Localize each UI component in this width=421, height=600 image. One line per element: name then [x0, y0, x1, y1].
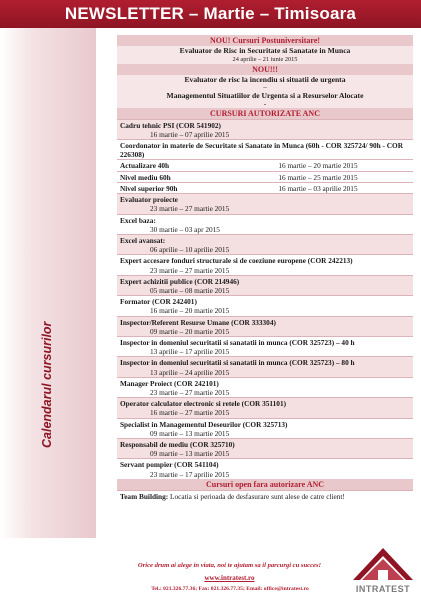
- course-item: [117, 214, 413, 234]
- level-label: Actualizare 40h: [120, 161, 170, 171]
- page-title: NEWSLETTER – Martie – Timisoara: [64, 4, 357, 23]
- course-level-row: [117, 182, 413, 193]
- course-date: 09 martie – 13 martie 2015: [150, 449, 230, 459]
- logo-text: INTRATEST: [355, 584, 411, 594]
- course-title: Responsabil de mediu (COR 325710): [120, 440, 235, 450]
- course-date: 13 aprilie – 24 aprilie 2015: [150, 367, 230, 377]
- anc-title: CURSURI AUTORIZATE ANC: [117, 108, 413, 119]
- level-label: Nivel mediu 60h: [120, 172, 171, 182]
- course-item: [117, 295, 413, 315]
- course-item: [117, 356, 413, 376]
- course-item: [117, 438, 413, 458]
- course-title: Excel avansat:: [120, 236, 166, 246]
- course-title: Manager Proiect (COR 242101): [120, 378, 219, 388]
- team-label: Team Building:: [120, 491, 169, 501]
- course-item: [117, 254, 413, 274]
- course-item: [117, 336, 413, 356]
- intratest-logo: [348, 540, 418, 598]
- contact-info: Tel.: 021.326.77.36; Fax: 021.326.77.35; Email: office@intratest.ro: [151, 586, 309, 592]
- course-item: [117, 275, 413, 295]
- level-date: 16 martie – 25 martie 2015: [278, 172, 358, 182]
- roof-icon: [348, 540, 418, 584]
- course-date: 05 martie – 08 martie 2015: [150, 286, 230, 296]
- side-band: [0, 28, 96, 538]
- course-item: [117, 458, 413, 478]
- nou-separator: -: [117, 101, 413, 108]
- course-item: [117, 397, 413, 417]
- course-item: [117, 418, 413, 438]
- team-text: Locatia si perioada de desfasurare sunt alese de catre client!: [170, 491, 345, 501]
- course-level-row: [117, 159, 413, 170]
- course-date: 09 martie – 20 martie 2015: [150, 326, 230, 336]
- team-building-row: [117, 490, 413, 502]
- course-date: 09 martie – 13 martie 2015: [150, 428, 230, 438]
- postuniv-dates: 24 aprilie – 21 iunie 2015: [117, 56, 413, 64]
- footer-motto: Orice drum ai alege in viata, noi te ajutam sa il parcurgi cu succes!: [137, 562, 322, 569]
- course-title: Cadru tehnic PSI (COR 541902): [120, 120, 221, 130]
- course-title: Inspector in domeniul securitatii si sanatatii in munca (COR 325723) – 80 h: [120, 358, 355, 368]
- course-item: [117, 316, 413, 336]
- course-date: 13 aprilie – 17 aprilie 2015: [150, 347, 230, 357]
- level-date: 16 martie – 03 aprilie 2015: [278, 183, 358, 193]
- postuniv-course: Evaluator de Risc in Securitate si Sanatate in Munca: [117, 46, 413, 56]
- course-item: [117, 139, 413, 159]
- course-date: 06 aprilie – 10 aprilie 2015: [150, 245, 230, 255]
- postuniv-title: NOU! Cursuri Postuniversitare!: [117, 35, 413, 46]
- course-title: Specialist in Managementul Deseurilor (COR 325713): [120, 419, 288, 429]
- course-title: Servant pompier (COR 541104): [120, 460, 219, 470]
- nou-line1: Evaluator de risc la incendiu si situatii de urgenta: [117, 75, 413, 85]
- nou-separator: –: [117, 84, 413, 91]
- course-level-row: [117, 171, 413, 182]
- course-date: 16 martie – 27 martie 2015: [150, 408, 230, 418]
- course-item: [117, 234, 413, 254]
- course-title: Operator calculator electronic si retele (COR 351101): [120, 399, 287, 409]
- course-title: Formator (COR 242401): [120, 297, 197, 307]
- website-link[interactable]: www.intratest.ro: [204, 574, 255, 582]
- course-title: Evaluator proiecte: [120, 195, 178, 205]
- course-title: Expert accesare fonduri structurale si de coeziune europene (COR 242213): [120, 256, 353, 266]
- course-item: [117, 377, 413, 397]
- course-date: 23 martie – 27 martie 2015: [150, 204, 230, 214]
- course-title: Inspector in domeniul securitatii si sanatatii in munca (COR 325723) – 40 h: [120, 338, 355, 348]
- course-date: 16 martie – 07 aprilie 2015: [150, 129, 230, 139]
- course-title: Inspector/Referent Resurse Umane (COR 333304): [120, 317, 276, 327]
- course-item: [117, 119, 413, 139]
- course-date: 23 martie – 27 martie 2015: [150, 265, 230, 275]
- level-label: Nivel superior 90h: [120, 183, 178, 193]
- open-title: Cursuri open fara autorizare ANC: [117, 479, 413, 490]
- nou-line2: Managementul Situatiilor de Urgenta si a Resurselor Alocate: [117, 91, 413, 101]
- nou-title: NOU!!!: [117, 64, 413, 75]
- course-calendar: [117, 35, 413, 502]
- course-date: 23 martie – 17 aprilie 2015: [150, 469, 230, 479]
- course-date: 16 martie – 20 martie 2015: [150, 306, 230, 316]
- level-date: 16 martie – 20 martie 2015: [278, 161, 358, 171]
- header-banner: [0, 0, 421, 28]
- course-title: Coordonator in materie de Securitate si Sanatate in Munca (60h - COR 325724/ 90h - COR 226308): [120, 140, 404, 160]
- course-title: Excel baza:: [120, 215, 156, 225]
- course-date: 30 martie – 03 apr 2015: [150, 224, 220, 234]
- side-label: Calendarul cursurilor: [40, 321, 54, 448]
- course-date: 23 martie – 27 martie 2015: [150, 388, 230, 398]
- course-item: [117, 193, 413, 213]
- course-title: Expert achizitii publice (COR 214946): [120, 276, 240, 286]
